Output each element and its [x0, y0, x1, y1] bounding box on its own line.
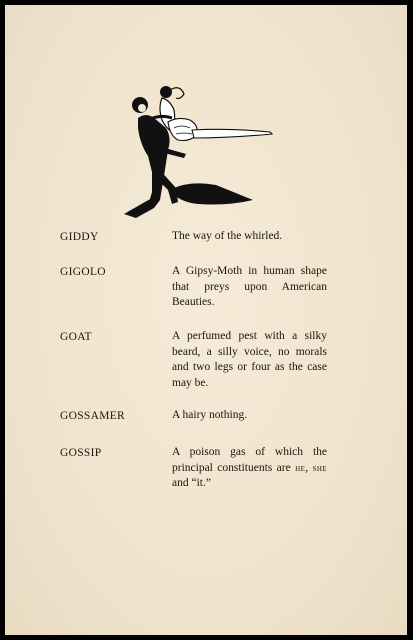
pronoun-she: she: [312, 462, 327, 474]
definition-text: and “it.”: [172, 477, 211, 489]
entry-term: GOSSIP: [60, 447, 102, 459]
entry-term: GIGOLO: [60, 266, 106, 278]
entry-definition: A Gipsy-Moth in human shape that preys upon American Beauties.: [172, 265, 327, 308]
entry-definition: A hairy nothing.: [172, 409, 248, 421]
entry-term: GOAT: [60, 331, 92, 343]
entry-definition: The way of the whirled.: [172, 230, 283, 242]
definition-text: A poison gas of which the principal constituents are: [172, 446, 327, 474]
book-page: [5, 5, 407, 635]
definition-text: ,: [305, 461, 313, 474]
entry-definition: [172, 445, 327, 492]
entry-term: GOSSAMER: [60, 410, 126, 422]
pronoun-he: he: [295, 462, 306, 474]
dancing-couple-illustration: [118, 80, 278, 230]
entry-term: GIDDY: [60, 231, 99, 243]
entry-definition: A perfumed pest with a silky beard, a silly voice, no morals and two legs or four as the case may be.: [172, 330, 327, 389]
